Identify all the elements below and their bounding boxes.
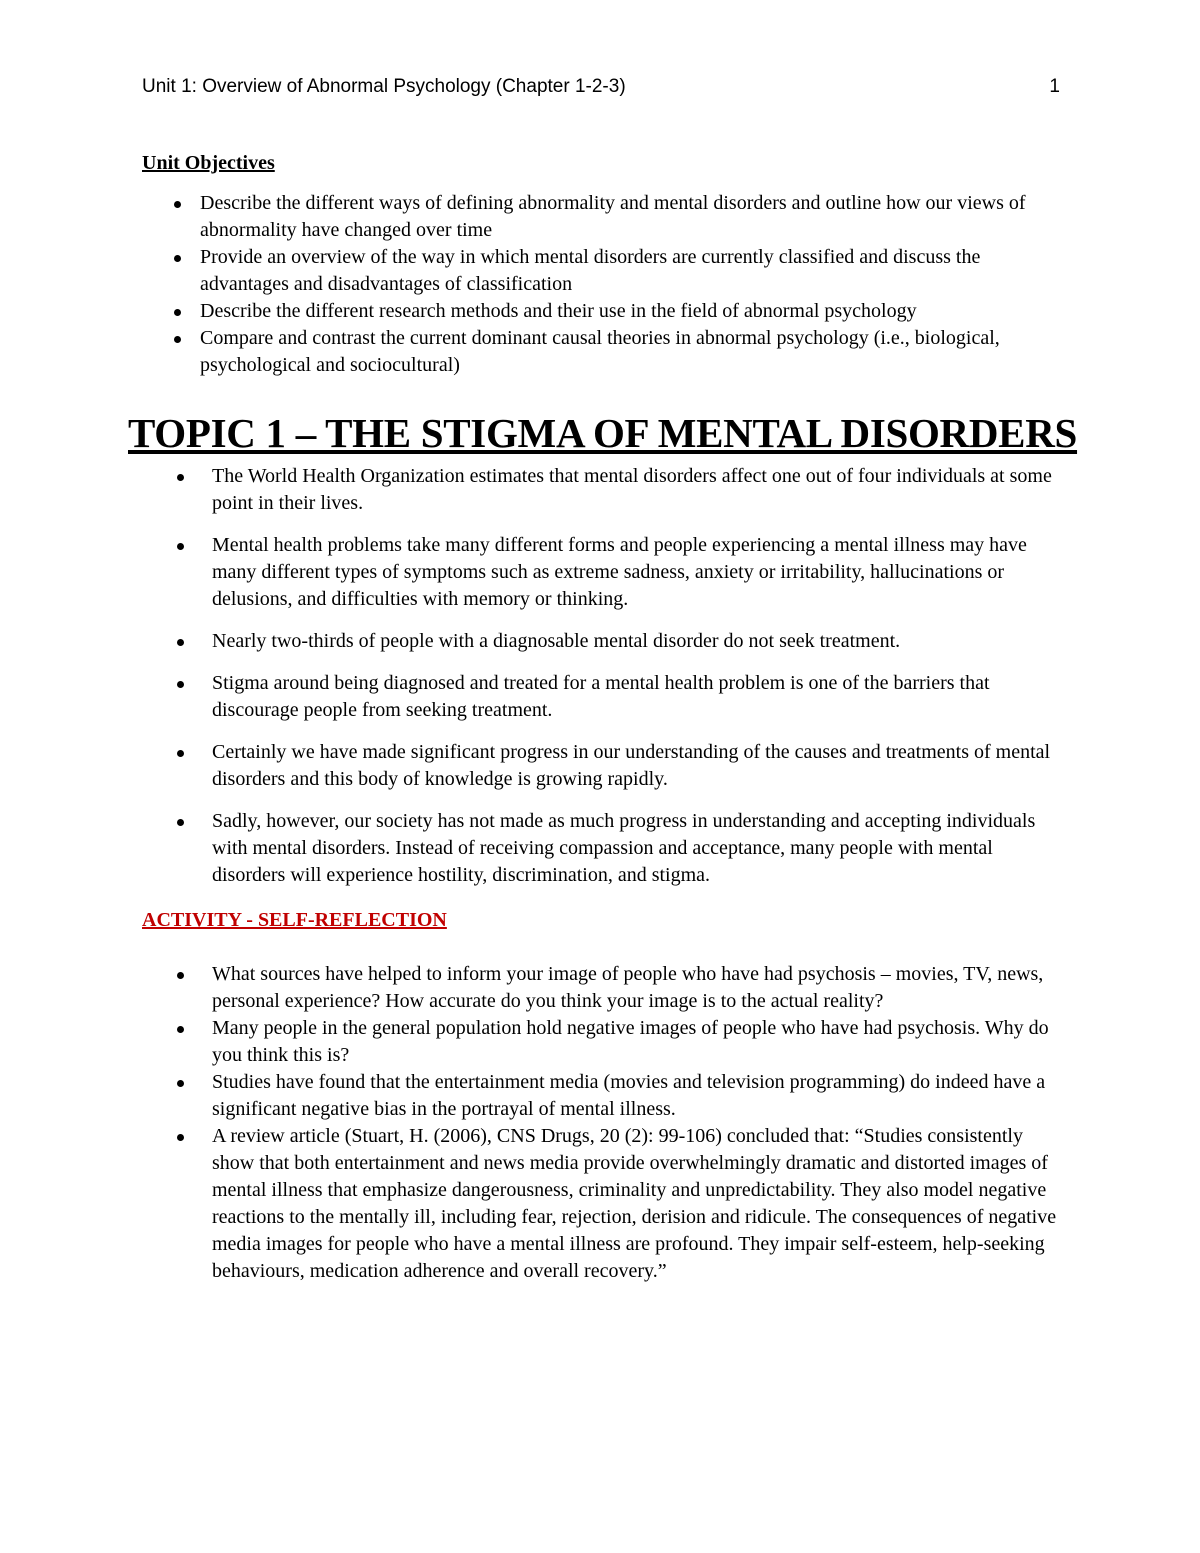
- objectives-list: [142, 190, 1062, 379]
- list-item: Describe the different ways of defining abnormality and mental disorders and outline how our views of abnormality have changed over time: [142, 190, 1062, 244]
- bullet-icon: [177, 819, 184, 826]
- bullet-icon: [177, 639, 184, 646]
- bullet-icon: [177, 1080, 184, 1087]
- list-item: Stigma around being diagnosed and treated for a mental health problem is one of the barriers that discourage people from seeking treatment.: [142, 670, 1062, 724]
- bullet-icon: [174, 309, 181, 316]
- page-number: 1: [1049, 76, 1060, 97]
- page-header: [142, 76, 1060, 102]
- list-item: Studies have found that the entertainment media (movies and television programming) do indeed have a significant negative bias in the portrayal of mental illness.: [142, 1069, 1062, 1123]
- bullet-icon: [177, 750, 184, 757]
- activity-heading: ACTIVITY - SELF-REFLECTION: [142, 909, 447, 931]
- bullet-icon: [177, 681, 184, 688]
- bullet-icon: [177, 1026, 184, 1033]
- list-item: A review article (Stuart, H. (2006), CNS Drugs, 20 (2): 99-106) concluded that: “Studies consistently show that both entertainment and news media provide overwhelmingly dramatic and distorted images of mental illness that emphasize dangerousness, criminality and unpredictability. They also model negative reactions to the mentally ill, including fear, rejection, derision and ridicule. The consequences of negative media images for people who have a mental illness are profound. They impair self-esteem, help-seeking behaviours, medication adherence and overall recovery.”: [142, 1123, 1062, 1285]
- list-item: Mental health problems take many different forms and people experiencing a mental illness may have many different types of symptoms such as extreme sadness, anxiety or irritability, hallucinations or delusions, and difficulties with memory or thinking.: [142, 532, 1062, 613]
- bullet-icon: [177, 543, 184, 550]
- objectives-heading: Unit Objectives: [142, 152, 275, 174]
- bullet-icon: [177, 474, 184, 481]
- topic-title: TOPIC 1 – THE STIGMA OF MENTAL DISORDERS: [128, 410, 1078, 456]
- list-item: What sources have helped to inform your image of people who have had psychosis – movies, TV, news, personal experience? How accurate do you think your image is to the actual reality?: [142, 961, 1062, 1015]
- bullet-icon: [177, 1134, 184, 1141]
- list-item: Sadly, however, our society has not made as much progress in understanding and accepting individuals with mental disorders. Instead of receiving compassion and acceptance, many people with mental disorders will experience hostility, discrimination, and stigma.: [142, 808, 1062, 889]
- list-item: Provide an overview of the way in which mental disorders are currently classified and discuss the advantages and disadvantages of classification: [142, 244, 1062, 298]
- list-item: Compare and contrast the current dominant causal theories in abnormal psychology (i.e., biological, psychological and sociocultural): [142, 325, 1062, 379]
- bullet-icon: [174, 336, 181, 343]
- header-title: Unit 1: Overview of Abnormal Psychology (Chapter 1-2-3): [142, 76, 626, 97]
- list-item: The World Health Organization estimates that mental disorders affect one out of four individuals at some point in their lives.: [142, 463, 1062, 517]
- list-item: Describe the different research methods and their use in the field of abnormal psychology: [142, 298, 1062, 325]
- list-item: Many people in the general population hold negative images of people who have had psychosis. Why do you think this is?: [142, 1015, 1062, 1069]
- bullet-icon: [174, 255, 181, 262]
- bullet-icon: [177, 972, 184, 979]
- activity-list: [142, 961, 1062, 1285]
- document-body: [128, 150, 1078, 1285]
- topic-list: [142, 463, 1062, 889]
- list-item: Certainly we have made significant progress in our understanding of the causes and treatments of mental disorders and this body of knowledge is growing rapidly.: [142, 739, 1062, 793]
- bullet-icon: [174, 201, 181, 208]
- list-item: Nearly two-thirds of people with a diagnosable mental disorder do not seek treatment.: [142, 628, 1062, 655]
